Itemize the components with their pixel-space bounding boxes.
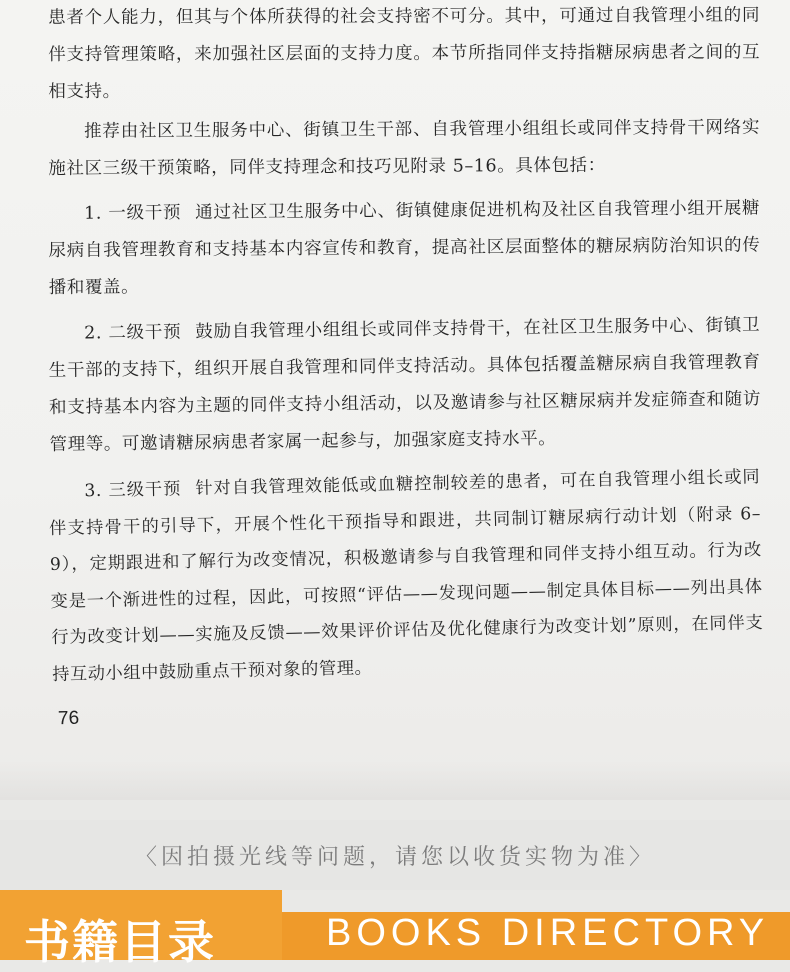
page-number: 76 — [57, 707, 80, 730]
paragraph-lead: 1. 一级干预 — [84, 202, 182, 224]
paragraph-level-one — [48, 190, 761, 307]
paragraph-text: 针对自我管理效能低或血糖控制较差的患者，可在自我管理小组长或同伴支持骨干的引导下，开展个性化干预指导和跟进，共同制订糖尿病行动计划（附录 6–9），定期跟进和了解行为改变情况，积极邀请参与自我管理和同伴支持小组互动。行为改变是一个渐进性的过程，因此，可按照“评估——发现问题——制定具体目标——列出具体行为改变计划——实施及反馈——效果评价评估及优化健康行为改变计划”原则，在同伴支持互动小组中鼓励重点干预对象的管理。 — [48, 467, 764, 685]
paragraph-peer-support-intro — [48, 0, 760, 111]
paragraph-lead: 2. 二级干预 — [84, 322, 182, 344]
paragraph-level-two — [48, 307, 762, 464]
photo-disclaimer-text: 〈因拍摄光线等问题，请您以收货实物为准〉 — [134, 845, 655, 870]
paragraph-three-level-strategy — [48, 110, 760, 188]
banner-title-tab — [0, 890, 282, 969]
paragraph-text: 患者个人能力，但其与个体所获得的社会支持密不可分。其中，可通过自我管理小组的同伴支持管理策略，来加强社区层面的支持力度。本节所指同伴支持指糖尿病患者之间的互相支持。 — [48, 5, 761, 102]
page-bottom-shadow — [0, 760, 790, 800]
paragraph-level-three — [48, 459, 764, 693]
paragraph-text: 推荐由社区卫生服务中心、街镇卫生干部、自我管理小组组长或同伴支持骨干网络实施社区三级干预策略，同伴支持理念和技巧见附录 5–16。具体包括： — [48, 117, 761, 179]
paragraph-text: 鼓励自我管理小组组长或同伴支持骨干，在社区卫生服务中心、街镇卫生干部的支持下，组织开展自我管理和同伴支持活动。具体包括覆盖糖尿病自我管理教育和支持基本内容为主题的同伴支持小组活动，以及邀请参与社区糖尿病并发症筛查和随访管理等。可邀请糖尿病患者家属一起参与，加强家庭支持水平。 — [48, 315, 762, 455]
section-banner — [0, 890, 790, 969]
banner-subtitle: BOOKS DIRECTORY — [326, 912, 770, 954]
paragraph-lead: 3. 三级干预 — [84, 479, 182, 502]
banner-title: 书籍目录 — [24, 915, 216, 969]
paragraph-text: 通过社区卫生服务中心、街镇健康促进机构及社区自我管理小组开展糖尿病自我管理教育和支持基本内容宣传和教育，提高社区层面整体的糖尿病防治知识的传播和覆盖。 — [48, 198, 761, 298]
photo-disclaimer-strip — [0, 820, 790, 890]
